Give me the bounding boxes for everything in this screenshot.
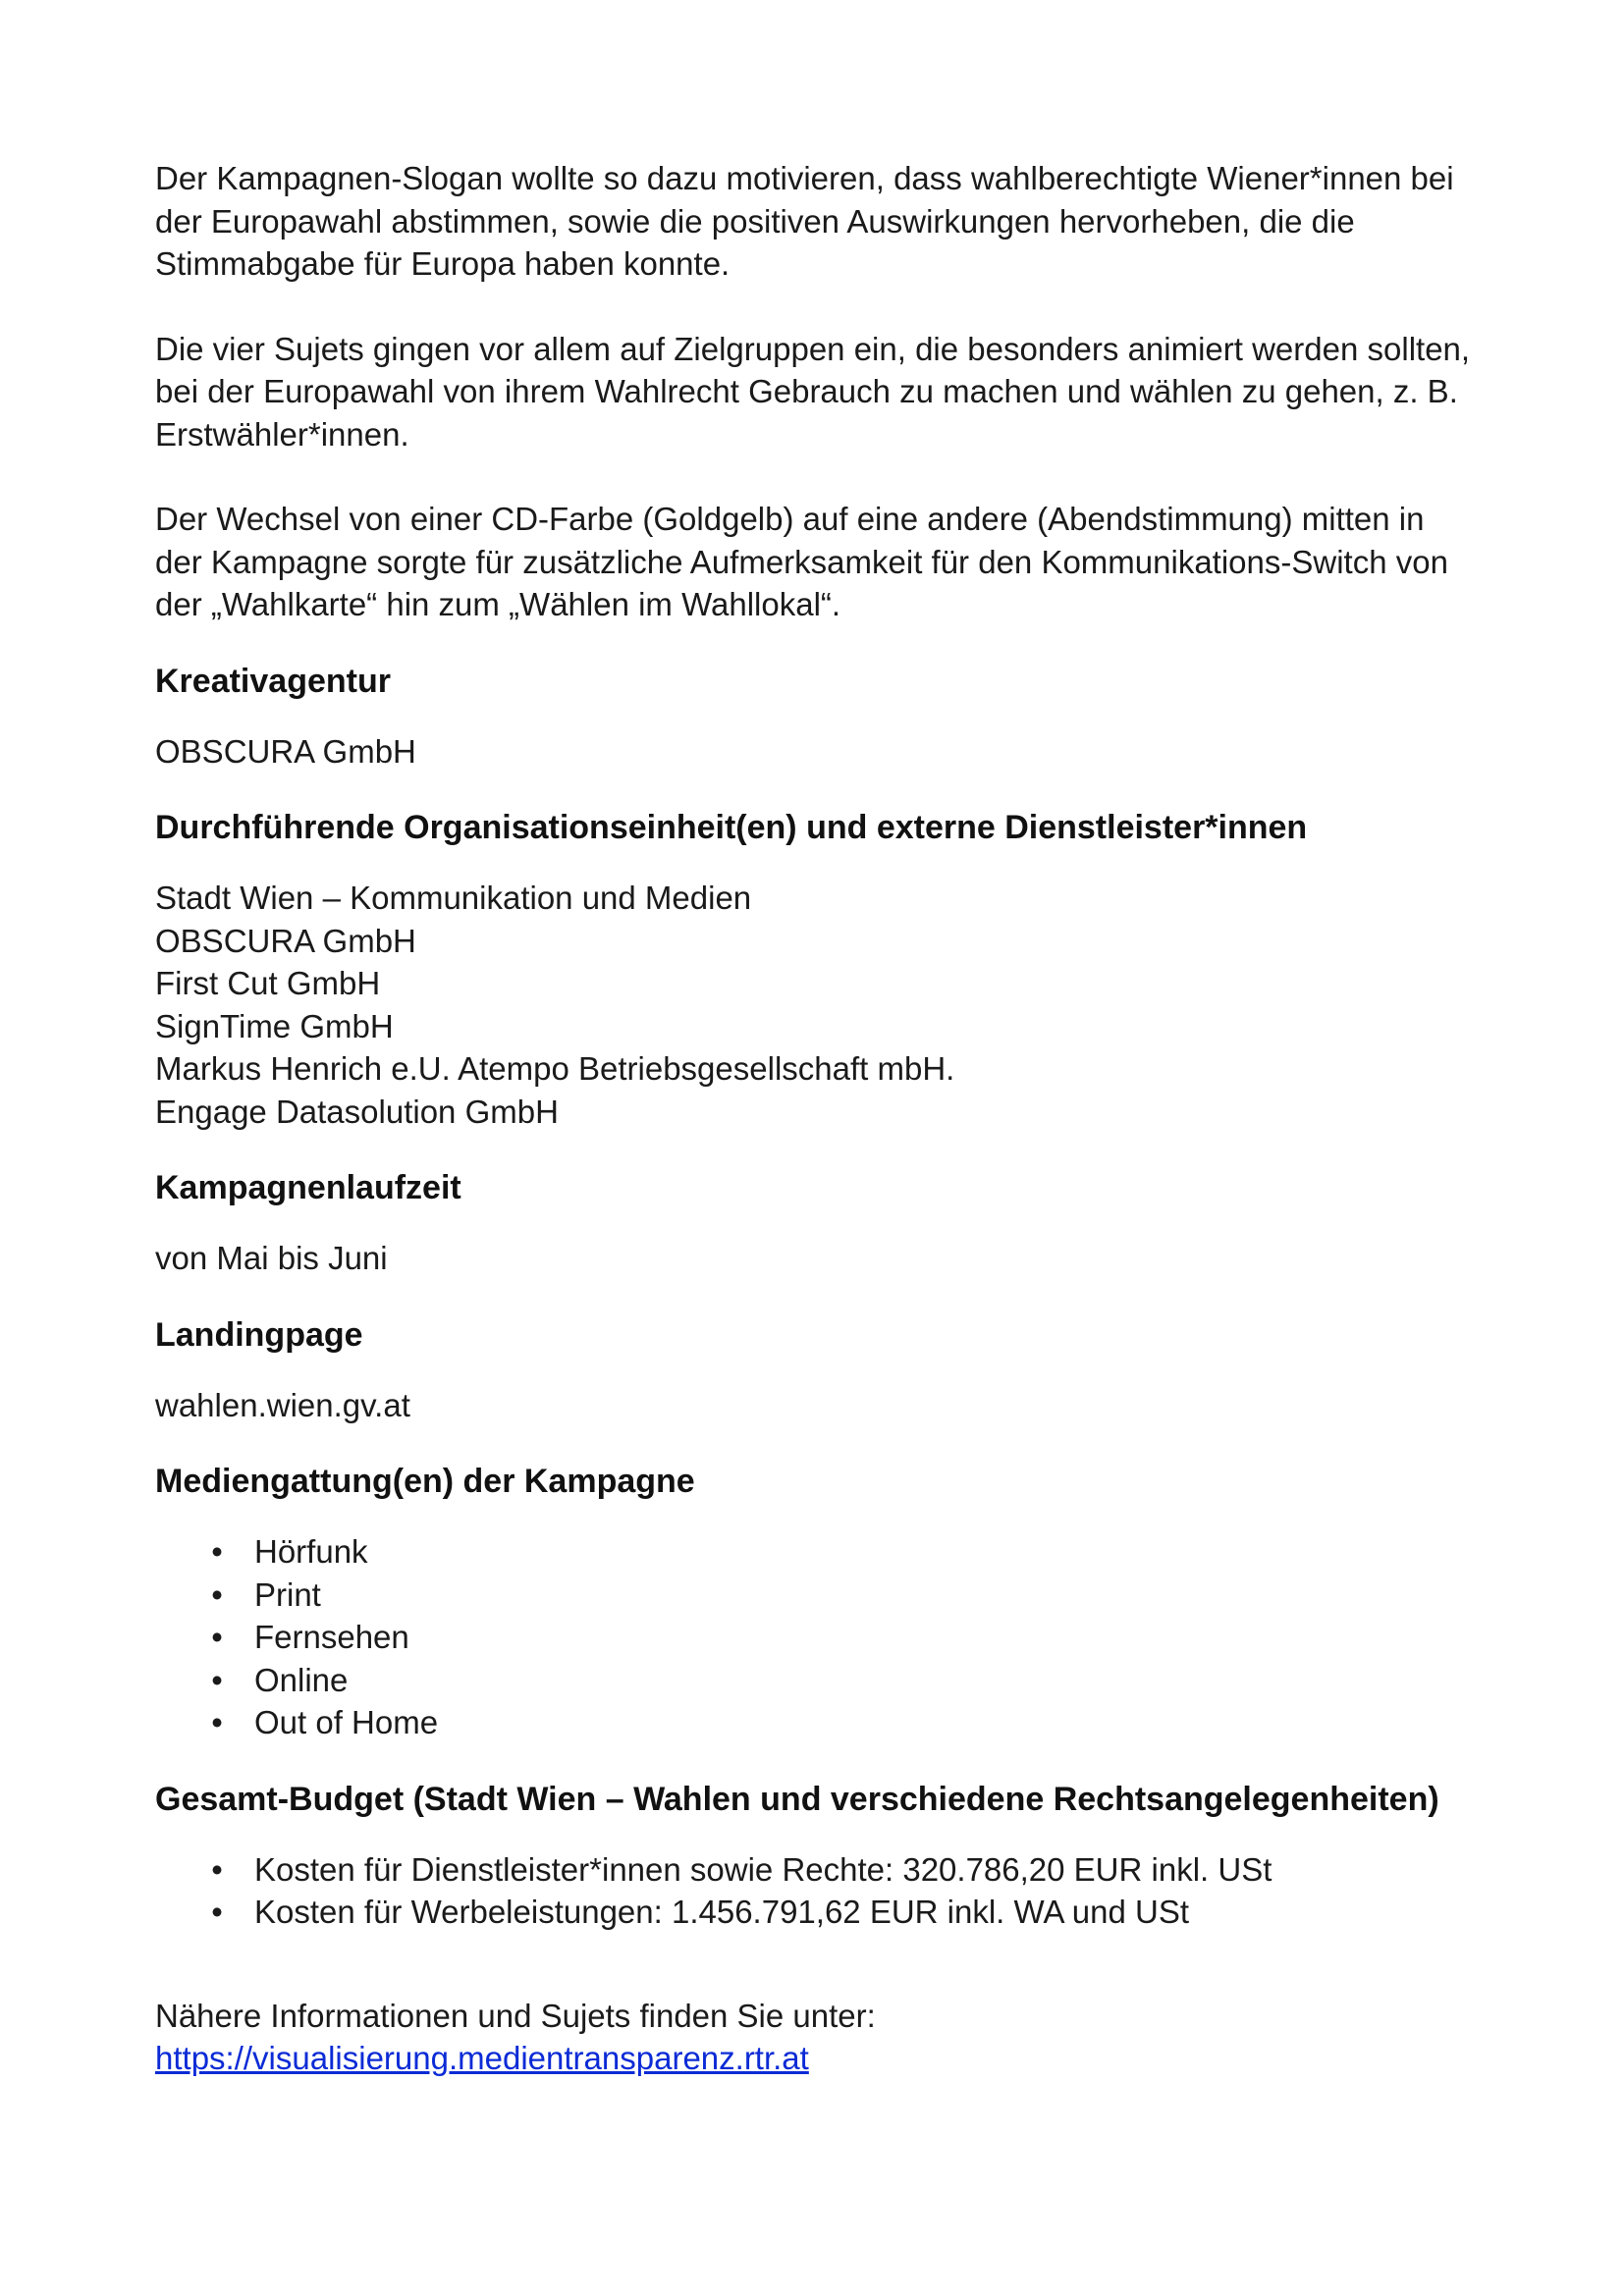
landingpage-heading: Landingpage (155, 1315, 363, 1354)
list-item-text: Print (254, 1575, 321, 1613)
organisation-list (155, 877, 1471, 1133)
list-item (155, 1891, 1471, 1934)
bullet-icon: • (211, 1619, 223, 1655)
kreativagentur-section (155, 730, 1471, 774)
organisation-line: Engage Datasolution GmbH (155, 1093, 559, 1130)
organisation-line: Markus Henrich e.U. Atempo Betriebsgesellschaft mbH. (155, 1050, 955, 1087)
list-item (155, 1574, 1471, 1617)
document-page (155, 157, 1471, 2080)
intro-paragraph-2: Die vier Sujets gingen vor allem auf Zielgruppen ein, die besonders animiert werden sollten, bei der Europawahl von ihrem Wahlrecht Gebrauch zu machen und wählen zu gehen, z. B. Erstwähler*innen. (155, 330, 1471, 453)
list-item-text: Kosten für Dienstleister*innen sowie Rechte: 320.786,20 EUR inkl. USt (254, 1850, 1272, 1888)
laufzeit-section (155, 1237, 1471, 1280)
bullet-icon: • (211, 1661, 223, 1698)
mediengattung-list (155, 1530, 1471, 1744)
laufzeit-value: von Mai bis Juni (155, 1240, 388, 1276)
list-item (155, 1848, 1471, 1892)
bullet-icon: • (211, 1575, 223, 1613)
bullet-icon: • (211, 1533, 223, 1570)
landingpage-section (155, 1384, 1471, 1427)
bullet-icon: • (211, 1850, 223, 1888)
intro-paragraph-3: Der Wechsel von einer CD-Farbe (Goldgelb) auf eine andere (Abendstimmung) mitten in der Kampagne sorgte für zusätzliche Aufmerksamkeit für den Kommunikations-Switch von der „Wahlkarte“ hin zum „Wählen im Wahllokal“. (155, 501, 1448, 622)
organisation-line: First Cut GmbH (155, 965, 381, 1001)
kreativagentur-value: OBSCURA GmbH (155, 732, 416, 770)
bullet-icon: • (211, 1894, 223, 1930)
organisation-heading: Durchführende Organisationseinheit(en) und externe Dienstleister*innen (155, 809, 1308, 846)
organisation-line: Stadt Wien – Kommunikation und Medien (155, 880, 752, 916)
list-item-text: Out of Home (254, 1704, 439, 1740)
intro-paragraph-1: Der Kampagnen-Slogan wollte so dazu motivieren, dass wahlberechtigte Wiener*innen bei der Europawahl abstimmen, sowie die positiven Auswirkungen hervorheben, die die Stimmabgabe für Europa haben konnte. (155, 160, 1454, 282)
organisation-line: OBSCURA GmbH (155, 922, 416, 959)
mediengattung-heading: Mediengattung(en) der Kampagne (155, 1463, 695, 1500)
budget-list (155, 1848, 1471, 1934)
footer-text: Nähere Informationen und Sujets finden Sie unter: (155, 1997, 876, 2034)
kreativagentur-heading: Kreativagentur (155, 662, 391, 700)
list-item (155, 1616, 1471, 1659)
list-item (155, 1530, 1471, 1574)
list-item-text: Kosten für Werbeleistungen: 1.456.791,62 EUR inkl. WA und USt (254, 1894, 1190, 1930)
list-item-text: Hörfunk (254, 1533, 368, 1570)
list-item (155, 1701, 1471, 1744)
list-item-text: Fernsehen (254, 1619, 409, 1655)
bullet-icon: • (211, 1704, 223, 1740)
list-item-text: Online (254, 1661, 349, 1698)
laufzeit-heading: Kampagnenlaufzeit (155, 1169, 461, 1206)
budget-heading: Gesamt-Budget (Stadt Wien – Wahlen und verschiedene Rechtsangelegenheiten) (155, 1780, 1439, 1818)
medientransparenz-link[interactable]: https://visualisierung.medientransparenz.rtr.at (155, 2040, 809, 2076)
organisation-line: SignTime GmbH (155, 1007, 394, 1044)
list-item (155, 1659, 1471, 1702)
landingpage-value: wahlen.wien.gv.at (155, 1386, 410, 1423)
